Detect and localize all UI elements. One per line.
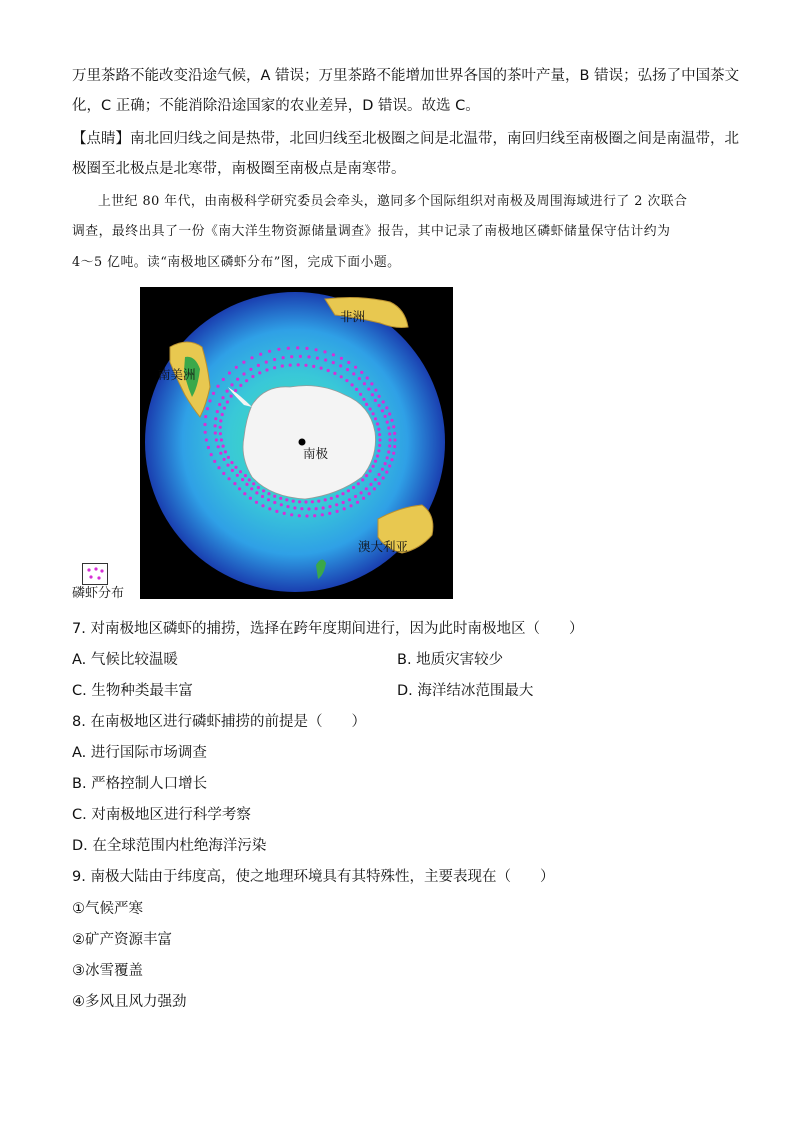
krill-dot xyxy=(352,372,355,375)
krill-dot xyxy=(230,383,233,386)
krill-dot xyxy=(249,368,252,371)
krill-dot xyxy=(324,358,327,361)
krill-dot xyxy=(204,431,207,434)
krill-dot xyxy=(222,445,225,448)
krill-dot xyxy=(385,406,388,409)
krill-dot xyxy=(360,491,363,494)
krill-dot xyxy=(388,444,391,447)
krill-dot xyxy=(234,389,237,392)
krill-dot xyxy=(238,487,241,490)
krill-dot xyxy=(261,504,264,507)
krill-dot xyxy=(343,507,346,510)
krill-dot xyxy=(378,444,381,447)
krill-dot xyxy=(277,348,280,351)
krill-dot xyxy=(332,353,335,356)
krill-dot xyxy=(304,500,307,503)
krill-dot xyxy=(221,396,224,399)
krill-dot xyxy=(252,482,255,485)
krill-dot xyxy=(351,383,354,386)
krill-dot xyxy=(354,495,357,498)
krill-dot xyxy=(369,483,372,486)
krill-dot xyxy=(203,423,206,426)
krill-dot xyxy=(219,426,222,429)
krill-dot xyxy=(248,478,251,481)
krill-dot xyxy=(315,348,318,351)
krill-dot xyxy=(369,469,372,472)
krill-dot xyxy=(279,497,282,500)
krill-dot xyxy=(378,438,381,441)
krill-dot xyxy=(374,417,377,420)
krill-dot xyxy=(228,371,231,374)
krill-dot xyxy=(290,355,293,358)
krill-dot xyxy=(384,415,387,418)
krill-dot xyxy=(346,368,349,371)
label-africa: 非洲 xyxy=(340,309,366,324)
krill-dot xyxy=(387,426,390,429)
krill-dot xyxy=(387,450,390,453)
krill-dot xyxy=(261,495,264,498)
krill-dot xyxy=(257,486,260,489)
q9-item-2: ②矿产资源丰富 xyxy=(72,932,172,948)
intro-line-1: 上世纪 80 年代，由南极科学研究委员会牵头，邀同多个国际组织对南极及周围海域进行了 2 次联合 xyxy=(98,194,688,209)
krill-dot xyxy=(219,432,222,435)
krill-dot xyxy=(386,421,389,424)
krill-dot xyxy=(208,399,211,402)
krill-dot xyxy=(239,470,242,473)
krill-dot xyxy=(369,407,372,410)
krill-dot xyxy=(347,361,350,364)
q7-stem: 7. 对南极地区磷虾的捕捞，选择在跨年度期间进行，因为此时南极地区（ ） xyxy=(72,621,584,637)
krill-dot xyxy=(283,512,286,515)
krill-dot xyxy=(245,483,248,486)
krill-dot xyxy=(213,460,216,463)
krill-dot xyxy=(287,347,290,350)
krill-dot xyxy=(259,353,262,356)
krill-dot xyxy=(374,460,377,463)
krill-dot xyxy=(250,487,253,490)
krill-dot xyxy=(255,491,258,494)
krill-dot xyxy=(282,356,285,359)
krill-dot xyxy=(222,378,225,381)
krill-dot xyxy=(298,500,301,503)
krill-dot xyxy=(281,364,284,367)
q8-option-b: B. 严格控制人口增长 xyxy=(72,776,208,792)
krill-dot xyxy=(392,452,395,455)
krill-dot xyxy=(236,378,239,381)
krill-dot xyxy=(381,468,384,471)
krill-dot xyxy=(374,389,377,392)
krill-dot xyxy=(345,379,348,382)
krill-dot xyxy=(280,503,283,506)
krill-dot xyxy=(307,355,310,358)
krill-dot xyxy=(388,464,391,467)
krill-dot xyxy=(214,424,217,427)
krill-dot xyxy=(393,445,396,448)
krill-dot xyxy=(330,497,333,500)
krill-dot xyxy=(215,438,218,441)
krill-dot xyxy=(352,486,355,489)
krill-dot xyxy=(349,504,352,507)
krill-dot xyxy=(267,498,270,501)
krill-dot xyxy=(382,476,385,479)
krill-dot xyxy=(368,492,371,495)
krill-dot xyxy=(311,500,314,503)
krill-dot xyxy=(217,466,220,469)
krill-dot xyxy=(355,388,358,391)
krill-dot xyxy=(376,454,379,457)
krill-dot xyxy=(273,358,276,361)
krill-dot xyxy=(221,413,224,416)
krill-dot xyxy=(340,357,343,360)
krill-dot xyxy=(250,356,253,359)
krill-dot xyxy=(273,495,276,498)
krill-dot xyxy=(227,456,230,459)
krill-dot xyxy=(233,482,236,485)
q8-option-a: A. 进行国际市场调查 xyxy=(72,745,207,761)
krill-dot xyxy=(219,452,222,455)
krill-dot xyxy=(317,500,320,503)
krill-dot xyxy=(378,404,381,407)
krill-dot xyxy=(231,469,234,472)
krill-dot xyxy=(366,376,369,379)
krill-dot xyxy=(226,390,229,393)
q9-item-3: ③冰雪覆盖 xyxy=(72,963,143,979)
krill-dot xyxy=(372,412,375,415)
krill-dot xyxy=(388,438,391,441)
krill-dot xyxy=(226,400,229,403)
krill-dot xyxy=(354,366,357,369)
krill-dot xyxy=(324,498,327,501)
q8-option-c: C. 对南极地区进行科学考察 xyxy=(72,807,251,823)
q9-stem: 9. 南极大陆由于纬度高，使之地理环境具有其特殊性，主要表现在（ ） xyxy=(72,869,555,885)
krill-dot xyxy=(207,446,210,449)
krill-dot xyxy=(268,507,271,510)
krill-dot xyxy=(228,477,231,480)
krill-dot xyxy=(332,361,335,364)
krill-dot xyxy=(206,407,209,410)
krill-dot xyxy=(342,501,345,504)
krill-dot xyxy=(218,403,221,406)
krill-dot xyxy=(339,364,342,367)
krill-dot xyxy=(312,365,315,368)
krill-dot xyxy=(348,498,351,501)
krill-dot xyxy=(293,506,296,509)
krill-dot xyxy=(242,372,245,375)
krill-dot xyxy=(255,501,258,504)
krill-dot xyxy=(335,503,338,506)
krill-dot xyxy=(347,489,350,492)
krill-dot xyxy=(363,382,366,385)
krill-dot xyxy=(244,474,247,477)
krill-dot xyxy=(362,398,365,401)
krill-dot xyxy=(372,465,375,468)
krill-dot xyxy=(388,412,391,415)
q8-stem: 8. 在南极地区进行磷虾捕捞的前提是（ ） xyxy=(72,714,366,730)
krill-dot xyxy=(390,458,393,461)
krill-dot xyxy=(236,474,239,477)
label-south-pole: 南极 xyxy=(303,446,329,461)
krill-dot xyxy=(224,450,227,453)
krill-dot xyxy=(305,347,308,350)
krill-dot xyxy=(374,478,377,481)
krill-dot xyxy=(300,507,303,510)
krill-dot xyxy=(356,501,359,504)
krill-dot xyxy=(258,371,261,374)
legend-krill-swatch xyxy=(82,563,108,585)
krill-dot xyxy=(289,364,292,367)
krill-dot xyxy=(245,379,248,382)
dianjing-line-1: 【点睛】南北回归线之间是热带，北回归线至北极圈之间是北温带，南回归线至南极圈之间是南温带，北 xyxy=(72,131,739,147)
krill-dot xyxy=(210,453,213,456)
krill-dot xyxy=(205,438,208,441)
krill-dot xyxy=(204,415,207,418)
krill-dot xyxy=(241,478,244,481)
krill-dot xyxy=(323,350,326,353)
krill-dot xyxy=(251,375,254,378)
krill-dot xyxy=(296,346,299,349)
intro-line-3: 4～5 亿吨。读“南极地区磷虾分布”图，完成下面小题。 xyxy=(72,255,401,270)
krill-dot xyxy=(374,399,377,402)
krill-dot xyxy=(265,361,268,364)
q9-item-1: ①气候严寒 xyxy=(72,901,143,917)
krill-dot xyxy=(214,431,217,434)
krill-dot xyxy=(316,357,319,360)
krill-dot xyxy=(239,384,242,387)
krill-dot xyxy=(388,432,391,435)
krill-dot xyxy=(384,462,387,465)
krill-dot xyxy=(235,366,238,369)
krill-dot xyxy=(361,478,364,481)
krill-dot xyxy=(365,474,368,477)
krill-dot xyxy=(298,514,301,517)
q7-option-d: D. 海洋结冰范围最大 xyxy=(397,683,534,699)
analysis-line-1: 万里茶路不能改变沿途气候，A 错误；万里茶路不能增加世界各国的茶叶产量，B 错误；弘扬了中国茶文 xyxy=(72,68,740,84)
krill-dot xyxy=(365,403,368,406)
krill-dot xyxy=(275,510,278,513)
krill-dot xyxy=(359,393,362,396)
krill-dot xyxy=(273,501,276,504)
krill-dot xyxy=(265,368,268,371)
krill-dot xyxy=(216,410,219,413)
q8-option-d: D. 在全球范围内杜绝海洋污染 xyxy=(72,838,267,854)
dianjing-line-2: 极圈至北极点是北寒带，南极圈至南极点是南寒带。 xyxy=(72,161,406,177)
krill-dot xyxy=(290,513,293,516)
krill-dot xyxy=(214,417,217,420)
krill-dot xyxy=(378,433,381,436)
krill-dot xyxy=(257,364,260,367)
krill-dot xyxy=(299,355,302,358)
krill-dot xyxy=(307,507,310,510)
krill-dot xyxy=(357,482,360,485)
krill-dot xyxy=(242,361,245,364)
krill-dot xyxy=(216,385,219,388)
krill-dot xyxy=(336,510,339,513)
krill-dot xyxy=(285,498,288,501)
krill-dot xyxy=(267,492,270,495)
krill-dot xyxy=(223,407,226,410)
krill-dot xyxy=(217,445,220,448)
krill-dot xyxy=(393,438,396,441)
krill-dot xyxy=(305,514,308,517)
krill-dot xyxy=(249,497,252,500)
krill-dot xyxy=(262,489,265,492)
intro-line-2: 调查，最终出具了一份《南大洋生物资源储量调查》报告，其中记录了南极地区磷虾储量保守估计约为 xyxy=(72,224,671,239)
krill-dot xyxy=(315,507,318,510)
krill-dot xyxy=(341,492,344,495)
krill-dot xyxy=(378,473,381,476)
analysis-line-2: 化，C 正确；不能消除沿途国家的农业差异，D 错误。故选 C。 xyxy=(72,98,480,114)
krill-dot xyxy=(243,492,246,495)
krill-dot xyxy=(230,395,233,398)
krill-dot xyxy=(333,372,336,375)
krill-dot xyxy=(222,472,225,475)
krill-dot xyxy=(313,514,316,517)
krill-dot xyxy=(328,512,331,515)
krill-dot xyxy=(321,513,324,516)
q7-option-a: A. 气候比较温暖 xyxy=(72,652,178,668)
krill-dot xyxy=(377,428,380,431)
krill-dot xyxy=(377,449,380,452)
legend-krill-label: 磷虾分布 xyxy=(72,586,125,601)
krill-dot xyxy=(382,400,385,403)
krill-dot xyxy=(320,367,323,370)
antarctic-krill-map xyxy=(140,287,453,599)
krill-dot xyxy=(370,382,373,385)
krill-dot xyxy=(336,495,339,498)
krill-dot xyxy=(219,419,222,422)
krill-dot xyxy=(234,466,237,469)
krill-dot xyxy=(376,422,379,425)
krill-dot xyxy=(273,366,276,369)
krill-dot xyxy=(230,461,233,464)
krill-dot xyxy=(223,458,226,461)
krill-dot xyxy=(393,432,396,435)
krill-dot xyxy=(362,497,365,500)
krill-dot xyxy=(378,395,381,398)
q7-option-b: B. 地质灾害较少 xyxy=(397,652,504,668)
krill-dot xyxy=(268,350,271,353)
krill-dot xyxy=(386,456,389,459)
krill-dot xyxy=(373,487,376,490)
krill-dot xyxy=(378,482,381,485)
krill-dot xyxy=(292,500,295,503)
krill-dot xyxy=(304,364,307,367)
krill-dot xyxy=(381,409,384,412)
krill-dot xyxy=(360,371,363,374)
krill-dot xyxy=(358,377,361,380)
q9-item-4: ④多风且风力强劲 xyxy=(72,994,187,1010)
label-australia: 澳大利亚 xyxy=(358,539,409,554)
krill-dot xyxy=(385,471,388,474)
krill-dot xyxy=(390,419,393,422)
krill-dot xyxy=(286,505,289,508)
krill-dot xyxy=(297,363,300,366)
label-south-america: 南美洲 xyxy=(158,367,196,382)
krill-dot xyxy=(367,388,370,391)
q7-option-c: C. 生物种类最丰富 xyxy=(72,683,193,699)
krill-dot xyxy=(340,375,343,378)
krill-dot xyxy=(322,506,325,509)
krill-dot xyxy=(226,464,229,467)
krill-dot xyxy=(212,392,215,395)
krill-dot xyxy=(392,425,395,428)
krill-dot xyxy=(220,438,223,441)
krill-dot xyxy=(371,393,374,396)
krill-dot xyxy=(327,369,330,372)
krill-dot xyxy=(328,505,331,508)
krill-dot xyxy=(365,487,368,490)
